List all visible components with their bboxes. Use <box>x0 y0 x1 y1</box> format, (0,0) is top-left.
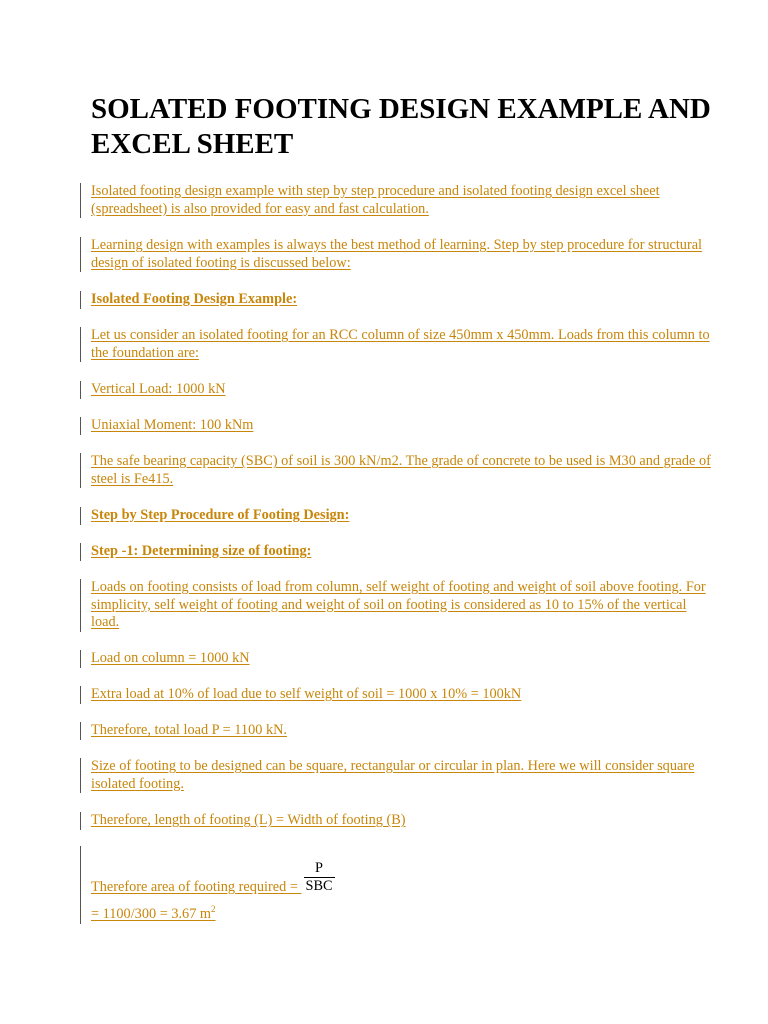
paragraph-text[interactable]: Extra load at 10% of load due to self weight of soil = 1000 x 10% = 100kN <box>91 686 522 702</box>
paragraph-text[interactable]: Vertical Load: 1000 kN <box>91 381 226 397</box>
paragraph-column <box>80 327 711 362</box>
paragraph-loads-on-footing <box>80 579 711 632</box>
paragraph-area-required <box>80 846 711 910</box>
paragraph-learning <box>80 237 711 272</box>
fraction-numerator: P <box>304 860 335 878</box>
paragraph-sbc <box>80 453 711 488</box>
fraction-p-over-sbc <box>304 860 335 895</box>
heading-example <box>80 291 711 309</box>
paragraph-text[interactable]: Load on column = 1000 kN <box>91 650 250 666</box>
paragraph-length-width <box>80 812 711 830</box>
fraction-denominator: SBC <box>305 878 333 894</box>
paragraph-text[interactable]: The safe bearing capacity (SBC) of soil is 300 kN/m2. The grade of concrete to be used is M30 and grade of steel is Fe415. <box>91 453 711 487</box>
heading-procedure <box>80 507 711 525</box>
heading-step-1 <box>80 543 711 561</box>
paragraph-text[interactable]: Therefore, length of footing (L) = Width of footing (B) <box>91 812 406 828</box>
paragraph-text[interactable]: Learning design with examples is always the best method of learning. Step by step procedure for structural design of isolated footing is discussed below: <box>91 237 703 271</box>
paragraph-text[interactable]: Loads on footing consists of load from column, self weight of footing and weight of soil above footing. For simplicity, self weight of footing and weight of soil on footing is considered as 10 to 15% of the vertical load. <box>91 579 706 630</box>
area-unit-exponent: 2 <box>211 904 216 915</box>
paragraph-footing-shape <box>80 758 711 793</box>
paragraph-extra-load <box>80 686 711 704</box>
paragraph-text[interactable]: Therefore, total load P = 1100 kN. <box>91 722 287 738</box>
paragraph-moment <box>80 417 711 435</box>
paragraph-total-load <box>80 722 711 740</box>
area-value: = 1100/300 = 3.67 m <box>91 906 212 922</box>
paragraph-text[interactable]: Size of footing to be designed can be square, rectangular or circular in plan. Here we will consider square isolated footing. <box>91 758 695 792</box>
paragraph-area-result <box>80 906 711 924</box>
paragraph-text[interactable]: Let us consider an isolated footing for an RCC column of size 450mm x 450mm. Loads from this column to the foundation are: <box>91 327 710 361</box>
paragraph-vertical-load <box>80 381 711 399</box>
paragraph-text[interactable]: Isolated footing design example with step by step procedure and isolated footing design excel sheet (spreadsheet) is also provided for easy and fast calculation. <box>91 183 660 217</box>
paragraph-text[interactable]: Therefore area of footing required = <box>91 878 302 895</box>
paragraph-load-column <box>80 650 711 668</box>
paragraph-text[interactable] <box>91 906 216 922</box>
heading-text[interactable]: Step -1: Determining size of footing: <box>91 543 312 559</box>
paragraph-text[interactable]: Uniaxial Moment: 100 kNm <box>91 417 254 433</box>
heading-text[interactable]: Isolated Footing Design Example: <box>91 291 298 307</box>
heading-text[interactable]: Step by Step Procedure of Footing Design: <box>91 507 350 523</box>
paragraph-intro <box>80 183 711 218</box>
page-title: SOLATED FOOTING DESIGN EXAMPLE AND EXCEL SHEET <box>91 93 711 160</box>
